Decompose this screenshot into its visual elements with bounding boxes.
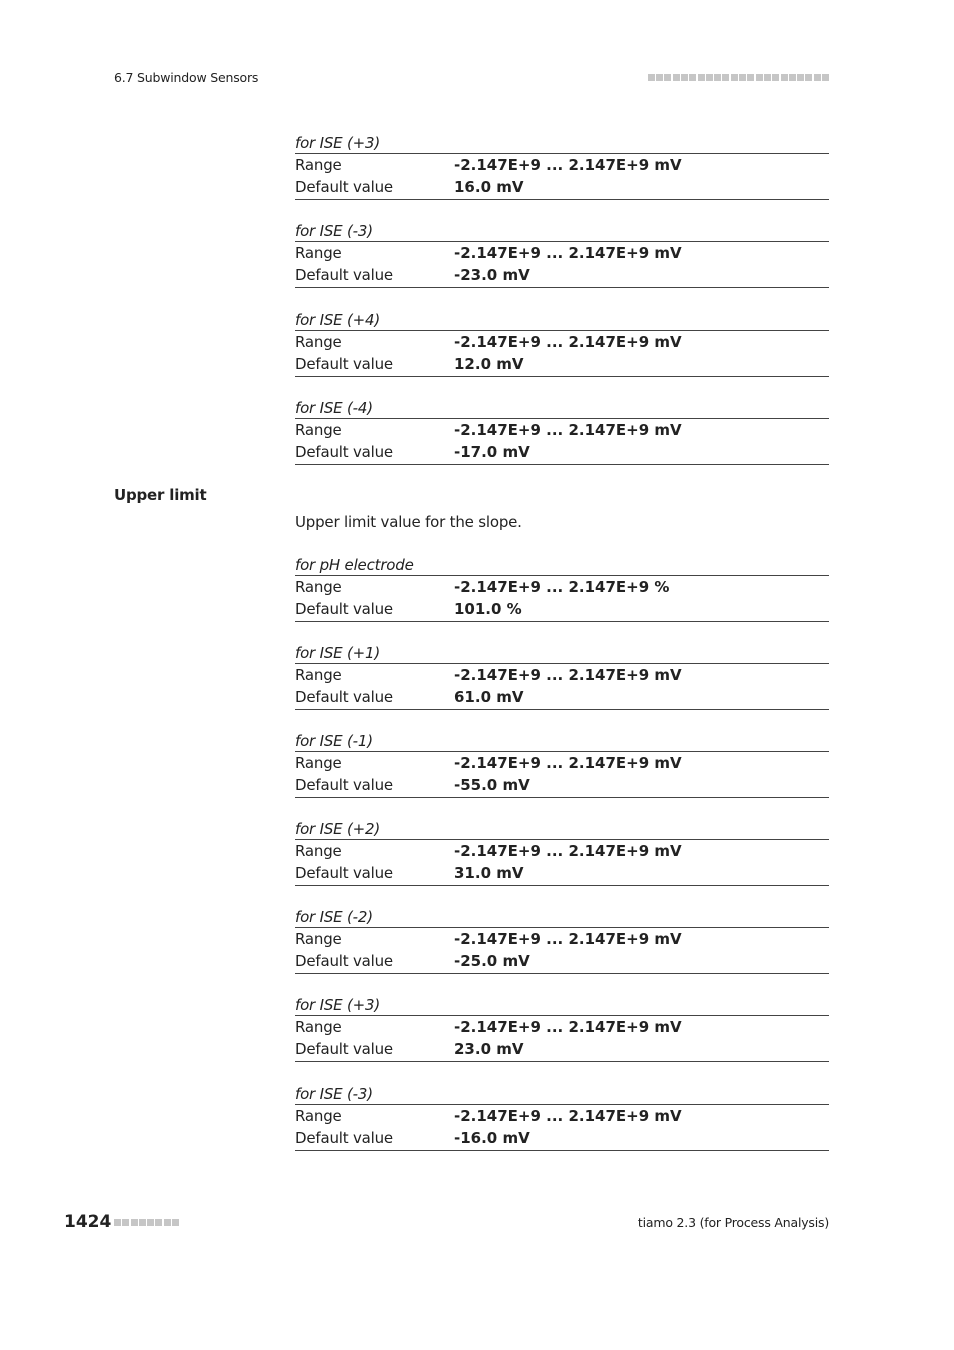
- block-divider: [295, 1061, 829, 1062]
- running-header-section: 6.7 Subwindow Sensors: [114, 70, 259, 85]
- default-label: Default value: [295, 1040, 393, 1058]
- default-value: 31.0 mV: [454, 864, 524, 882]
- param-block-title: for ISE (-3): [295, 1083, 829, 1105]
- param-block-title: for ISE (-3): [295, 220, 829, 242]
- range-label: Range: [295, 1107, 342, 1125]
- param-block-title: for ISE (+1): [295, 642, 829, 664]
- default-row: [295, 862, 829, 884]
- param-block-title: for ISE (+3): [295, 132, 829, 154]
- block-divider: [295, 464, 829, 465]
- range-label: Range: [295, 421, 342, 439]
- default-label: Default value: [295, 1129, 393, 1147]
- default-label: Default value: [295, 952, 393, 970]
- param-block-title: for ISE (-4): [295, 397, 829, 419]
- block-divider: [295, 973, 829, 974]
- range-label: Range: [295, 754, 342, 772]
- param-block-title: for ISE (+4): [295, 309, 829, 331]
- block-divider: [295, 797, 829, 798]
- range-label: Range: [295, 1018, 342, 1036]
- default-value: 16.0 mV: [454, 178, 524, 196]
- block-divider: [295, 709, 829, 710]
- default-row: [295, 264, 829, 286]
- default-label: Default value: [295, 600, 393, 618]
- range-row: [295, 664, 829, 686]
- range-row: [295, 576, 829, 598]
- param-block-title: for ISE (-1): [295, 730, 829, 752]
- default-row: [295, 598, 829, 620]
- default-value: 12.0 mV: [454, 355, 524, 373]
- param-block-ph-electrode: [295, 554, 829, 622]
- param-block-ise-minus3-upper: [295, 1083, 829, 1151]
- range-value: -2.147E+9 ... 2.147E+9 mV: [454, 156, 682, 174]
- default-row: [295, 686, 829, 708]
- range-row: [295, 1105, 829, 1127]
- range-value: -2.147E+9 ... 2.147E+9 mV: [454, 1107, 682, 1125]
- range-value: -2.147E+9 ... 2.147E+9 mV: [454, 1018, 682, 1036]
- range-label: Range: [295, 842, 342, 860]
- default-label: Default value: [295, 266, 393, 284]
- default-value: 23.0 mV: [454, 1040, 524, 1058]
- range-row: [295, 840, 829, 862]
- header-decorative-squares: [648, 74, 829, 81]
- section-description: Upper limit value for the slope.: [295, 513, 522, 531]
- default-row: [295, 774, 829, 796]
- param-block-title: for ISE (+2): [295, 818, 829, 840]
- footer-decorative-squares: [114, 1219, 179, 1226]
- range-row: [295, 242, 829, 264]
- page-number: 1424: [64, 1212, 112, 1232]
- default-label: Default value: [295, 688, 393, 706]
- default-value: -23.0 mV: [454, 266, 530, 284]
- default-value: -16.0 mV: [454, 1129, 530, 1147]
- default-value: -25.0 mV: [454, 952, 530, 970]
- range-label: Range: [295, 578, 342, 596]
- default-label: Default value: [295, 776, 393, 794]
- param-block-title: for pH electrode: [295, 554, 829, 576]
- param-block-ise-minus3: [295, 220, 829, 288]
- default-label: Default value: [295, 443, 393, 461]
- param-block-ise-minus1: [295, 730, 829, 798]
- param-block-ise-plus4: [295, 309, 829, 377]
- default-row: [295, 950, 829, 972]
- block-divider: [295, 621, 829, 622]
- range-row: [295, 928, 829, 950]
- range-value: -2.147E+9 ... 2.147E+9 %: [454, 578, 670, 596]
- default-row: [295, 176, 829, 198]
- param-block-ise-plus1: [295, 642, 829, 710]
- default-row: [295, 1127, 829, 1149]
- block-divider: [295, 376, 829, 377]
- footer-product-name: tiamo 2.3 (for Process Analysis): [637, 1215, 829, 1230]
- range-label: Range: [295, 244, 342, 262]
- range-row: [295, 1016, 829, 1038]
- default-value: -55.0 mV: [454, 776, 530, 794]
- range-label: Range: [295, 156, 342, 174]
- default-label: Default value: [295, 178, 393, 196]
- default-label: Default value: [295, 864, 393, 882]
- range-value: -2.147E+9 ... 2.147E+9 mV: [454, 754, 682, 772]
- range-label: Range: [295, 333, 342, 351]
- block-divider: [295, 199, 829, 200]
- param-block-ise-plus2: [295, 818, 829, 886]
- default-row: [295, 1038, 829, 1060]
- param-block-ise-minus2: [295, 906, 829, 974]
- range-value: -2.147E+9 ... 2.147E+9 mV: [454, 421, 682, 439]
- range-row: [295, 331, 829, 353]
- default-value: -17.0 mV: [454, 443, 530, 461]
- param-block-title: for ISE (-2): [295, 906, 829, 928]
- default-row: [295, 441, 829, 463]
- range-row: [295, 154, 829, 176]
- range-row: [295, 752, 829, 774]
- default-row: [295, 353, 829, 375]
- range-value: -2.147E+9 ... 2.147E+9 mV: [454, 666, 682, 684]
- default-value: 101.0 %: [454, 600, 522, 618]
- default-value: 61.0 mV: [454, 688, 524, 706]
- range-label: Range: [295, 930, 342, 948]
- param-block-ise-plus3: [295, 132, 829, 200]
- param-block-ise-minus4: [295, 397, 829, 465]
- range-value: -2.147E+9 ... 2.147E+9 mV: [454, 244, 682, 262]
- range-value: -2.147E+9 ... 2.147E+9 mV: [454, 842, 682, 860]
- range-value: -2.147E+9 ... 2.147E+9 mV: [454, 333, 682, 351]
- param-block-title: for ISE (+3): [295, 994, 829, 1016]
- range-label: Range: [295, 666, 342, 684]
- range-value: -2.147E+9 ... 2.147E+9 mV: [454, 930, 682, 948]
- param-block-ise-plus3-upper: [295, 994, 829, 1062]
- range-row: [295, 419, 829, 441]
- block-divider: [295, 287, 829, 288]
- section-heading-upper-limit: Upper limit: [114, 486, 207, 504]
- block-divider: [295, 885, 829, 886]
- block-divider: [295, 1150, 829, 1151]
- default-label: Default value: [295, 355, 393, 373]
